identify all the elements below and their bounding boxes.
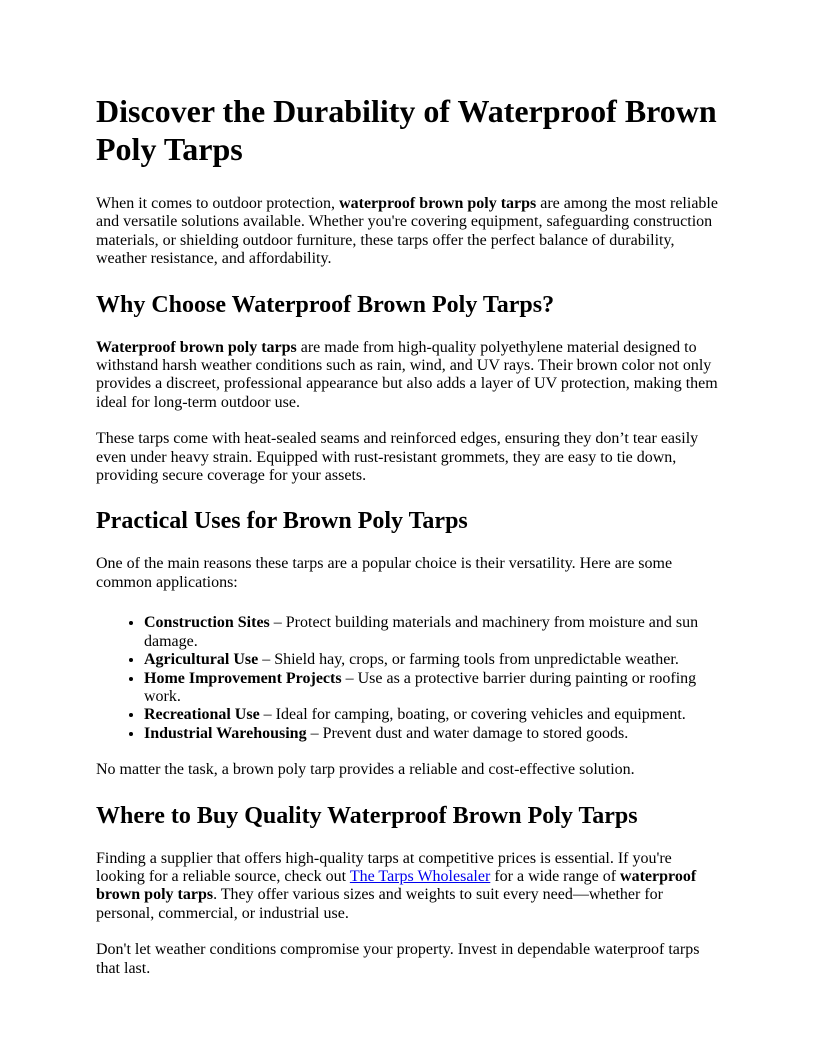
practical-uses-conclusion: No matter the task, a brown poly tarp provides a reliable and cost-effective solution. [96, 761, 635, 779]
list-item-text: – Prevent dust and water damage to stored goods. [306, 724, 629, 742]
where-to-buy-text-start: Finding a supplier that offers high-quality tarps at competitive prices is essential. If you're looking for a reliable source, check out [96, 849, 672, 885]
page-title: Discover the Durability of Waterproof Brown Poly Tarps [96, 93, 717, 167]
section-heading-practical-uses: Practical Uses for Brown Poly Tarps [96, 508, 468, 535]
list-item-title: Recreational Use [144, 706, 260, 724]
tarps-wholesaler-link[interactable]: The Tarps Wholesaler [349, 867, 491, 885]
intro-bold-keyword: waterproof brown poly tarps [339, 195, 537, 212]
list-item [144, 670, 720, 707]
list-item [144, 725, 720, 743]
list-item [144, 614, 720, 651]
why-choose-paragraph-1 [96, 339, 720, 413]
why-choose-text: are made from high-quality polyethylene material designed to withstand harsh weather conditions such as rain, wind, and UV rays. Their brown color not only provides a discreet, professional appearance but also adds a layer of UV protection, making them ideal for long-term outdoor use. [96, 338, 718, 411]
list-item-text: – Protect building materials and machinery from moisture and sun damage. [144, 614, 699, 650]
why-choose-bold-keyword: Waterproof brown poly tarps [96, 338, 297, 356]
list-item [144, 706, 720, 724]
list-item-text: – Shield hay, crops, or farming tools from unpredictable weather. [258, 651, 679, 669]
document-body [96, 92, 720, 996]
intro-text-end: are among the most reliable and versatile solutions available. Whether you're covering equipment, safeguarding construction materials, or shielding outdoor furniture, these tarps offer the perfect balance of durability, weather resistance, and affordability. [96, 195, 718, 268]
where-to-buy-text-middle: for a wide range of [490, 867, 621, 885]
list-item-title: Agricultural Use [144, 651, 259, 669]
list-item-title: Home Improvement Projects [144, 669, 342, 687]
where-to-buy-paragraph-2: Don't let weather conditions compromise your property. Invest in dependable waterproof tarps that last. [96, 941, 700, 977]
where-to-buy-bold-keyword: waterproof brown poly tarps [96, 867, 697, 904]
section-heading-why-choose: Why Choose Waterproof Brown Poly Tarps? [96, 291, 555, 318]
list-item-title: Industrial Warehousing [144, 724, 307, 742]
intro-paragraph [96, 195, 720, 269]
list-item [144, 651, 720, 669]
intro-text-start: When it comes to outdoor protection, [96, 195, 340, 212]
where-to-buy-text-end: . They offer various sizes and weights to suit every need—whether for personal, commercial, or industrial use. [96, 886, 664, 922]
list-item-text: – Use as a protective barrier during painting or roofing work. [144, 669, 697, 705]
list-item-title: Construction Sites [144, 614, 270, 632]
list-item-text: – Ideal for camping, boating, or covering vehicles and equipment. [259, 706, 686, 724]
section-heading-where-to-buy: Where to Buy Quality Waterproof Brown Poly Tarps [96, 802, 638, 829]
where-to-buy-paragraph-1 [96, 850, 720, 924]
why-choose-paragraph-2: These tarps come with heat-sealed seams and reinforced edges, ensuring they don’t tear easily even under heavy strain. Equipped with rust-resistant grommets, they are easy to tie down, providing secure coverage for your assets. [96, 430, 699, 485]
practical-uses-intro: One of the main reasons these tarps are a popular choice is their versatility. Here are some common applications: [96, 555, 673, 591]
uses-list [96, 614, 720, 743]
